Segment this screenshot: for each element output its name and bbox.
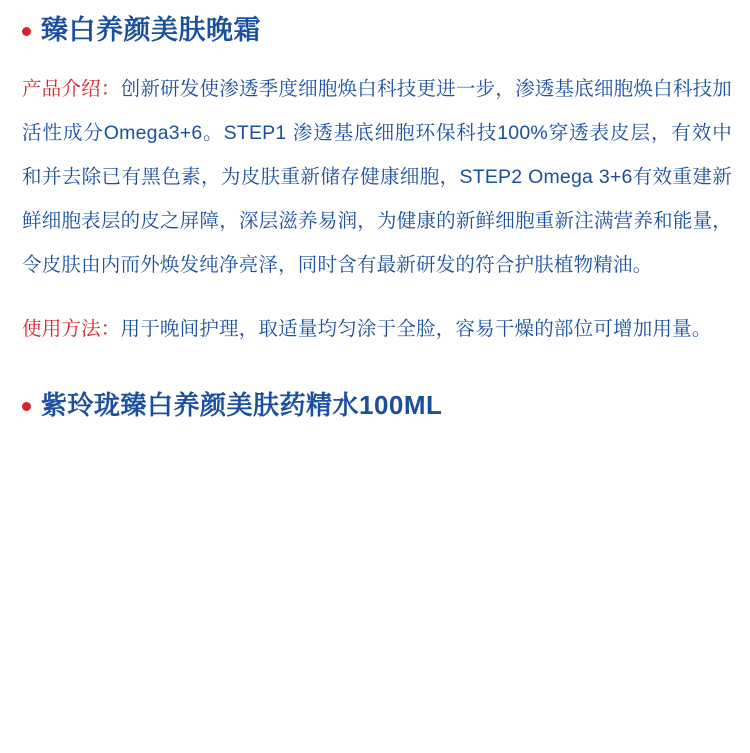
product-introduction-label: 产品介绍： xyxy=(22,78,121,101)
secondary-product-title-heading xyxy=(22,390,732,421)
bullet-dot-icon xyxy=(22,27,31,36)
product-title-heading xyxy=(22,14,732,46)
usage-method-label: 使用方法： xyxy=(22,317,121,340)
secondary-product-title-text: 紫玲珑臻白养颜美肤药精水100ML xyxy=(41,389,443,420)
usage-method-text: 用于晚间护理，取适量均匀涂于全脸，容易干燥的部位可增加用量。 xyxy=(120,317,712,340)
product-introduction-paragraph xyxy=(22,68,732,287)
product-title-text: 臻白养颜美肤晚霜 xyxy=(41,15,261,45)
product-introduction-text: 创新研发使渗透季度细胞焕白科技更进一步，渗透基底细胞焕白科技加活性成分Omega3+6。STEP1 渗透基底细胞环保科技100%穿透表皮层，有效中和并去除已有黑色素，为皮肤重新储存健康细胞，STEP2 Omega 3+6有效重建新鲜细胞表层的皮之屏障，深层滋养易润，为健康的新鲜细胞重新注满营养和能量，令皮肤由内而外焕发纯净亮泽，同时含有最新研发的符合护肤植物精油。 xyxy=(22,78,732,276)
bullet-dot-icon xyxy=(22,402,31,411)
usage-method-paragraph xyxy=(22,308,732,352)
